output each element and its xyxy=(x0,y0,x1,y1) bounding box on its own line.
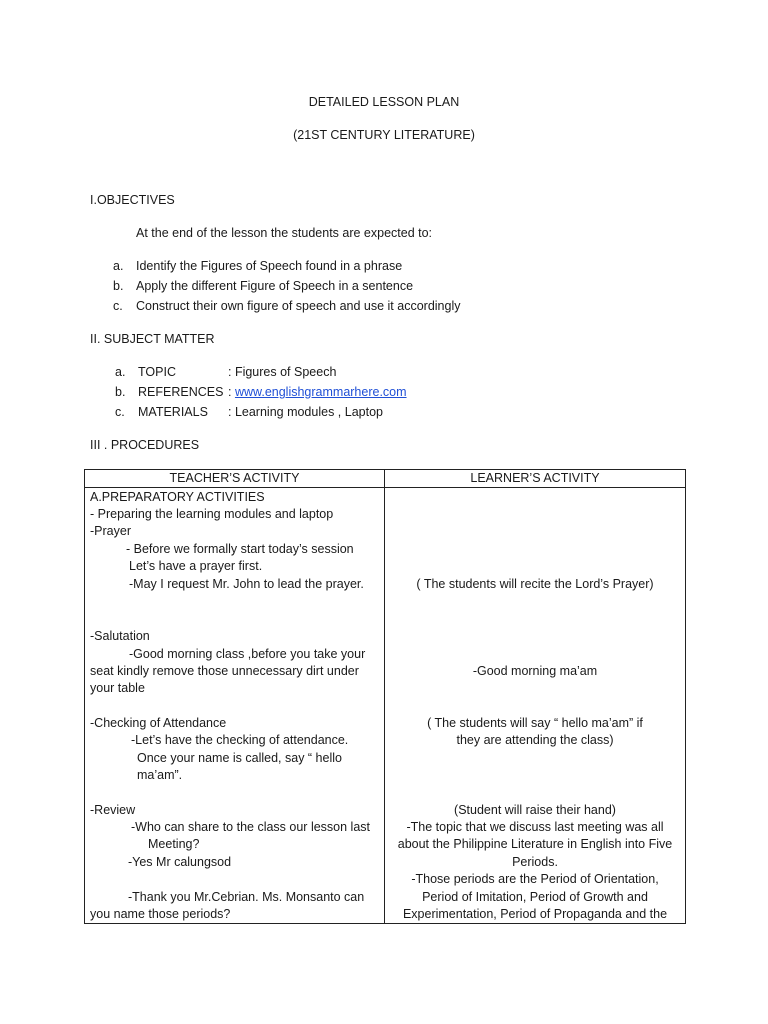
materials-label: MATERIALS xyxy=(138,405,208,419)
references-label: REFERENCES xyxy=(138,385,224,399)
learner-line: -Those periods are the Period of Orientation, xyxy=(411,872,659,886)
list-marker: b. xyxy=(113,279,124,293)
list-marker: b. xyxy=(115,385,126,399)
learner-line: ( The students will recite the Lord’s Prayer) xyxy=(416,577,654,591)
teacher-line: Once your name is called, say “ hello xyxy=(137,751,342,765)
teacher-line: -Prayer xyxy=(90,524,131,538)
learner-line: they are attending the class) xyxy=(456,733,614,747)
objective-text: Identify the Figures of Speech found in a phrase xyxy=(136,259,403,273)
topic-label: TOPIC xyxy=(138,365,176,379)
document-subtitle: (21ST CENTURY LITERATURE) xyxy=(293,128,475,142)
teacher-line: Meeting? xyxy=(148,837,200,851)
learner-line: Period of Imitation, Period of Growth and xyxy=(422,890,648,904)
list-marker: a. xyxy=(113,259,124,273)
teacher-line: -Checking of Attendance xyxy=(90,716,227,730)
learner-line: -Good morning ma’am xyxy=(472,664,598,678)
learner-line: (Student will raise their hand) xyxy=(454,803,616,817)
list-marker: c. xyxy=(115,405,125,419)
procedures-table xyxy=(84,469,686,924)
teacher-activity-header: TEACHER’S ACTIVITY xyxy=(85,470,385,488)
learner-line: ( The students will say “ hello ma’am” if xyxy=(427,716,643,730)
teacher-line: -May I request Mr. John to lead the prayer. xyxy=(129,577,364,591)
teacher-line: A.PREPARATORY ACTIVITIES xyxy=(90,490,265,504)
teacher-line: you name those periods? xyxy=(90,907,231,921)
list-marker: a. xyxy=(115,365,126,379)
objectives-intro: At the end of the lesson the students are expected to: xyxy=(136,226,433,240)
learner-line: about the Philippine Literature in English into Five xyxy=(397,837,673,851)
teacher-line: - Before we formally start today’s session xyxy=(126,542,354,556)
teacher-line: -Good morning class ,before you take your xyxy=(129,647,366,661)
materials-value: : Learning modules , Laptop xyxy=(228,405,383,419)
learner-line: Periods. xyxy=(512,855,558,869)
teacher-line: your table xyxy=(90,681,145,695)
procedures-heading: III . PROCEDURES xyxy=(90,438,200,452)
topic-value: : Figures of Speech xyxy=(228,365,337,379)
subject-matter-heading: II. SUBJECT MATTER xyxy=(90,332,215,346)
teacher-line: seat kindly remove those unnecessary dirt under xyxy=(90,664,359,678)
document-title: DETAILED LESSON PLAN xyxy=(308,95,460,109)
objective-text: Apply the different Figure of Speech in a sentence xyxy=(136,279,414,293)
teacher-line: -Thank you Mr.Cebrian. Ms. Monsanto can xyxy=(128,890,365,904)
table-header-row xyxy=(85,470,686,488)
references-prefix: : xyxy=(228,385,235,399)
references-value xyxy=(228,384,407,400)
teacher-activity-cell xyxy=(85,488,385,924)
table-row xyxy=(85,488,686,924)
objective-text: Construct their own figure of speech and use it accordingly xyxy=(136,299,461,313)
teacher-line: -Let’s have the checking of attendance. xyxy=(131,733,349,747)
teacher-line: Let’s have a prayer first. xyxy=(129,559,263,573)
teacher-line: -Who can share to the class our lesson last xyxy=(131,820,371,834)
learner-activity-header: LEARNER’S ACTIVITY xyxy=(385,470,686,488)
teacher-line: ma’am”. xyxy=(137,768,183,782)
learner-activity-cell xyxy=(385,488,686,924)
learner-line: -The topic that we discuss last meeting was all xyxy=(406,820,664,834)
references-link[interactable]: www.englishgrammarhere.com xyxy=(234,385,407,399)
teacher-line: -Salutation xyxy=(90,629,150,643)
teacher-line: -Yes Mr calungsod xyxy=(128,855,232,869)
teacher-line: -Review xyxy=(90,803,136,817)
teacher-line: - Preparing the learning modules and laptop xyxy=(90,507,334,521)
learner-line: Experimentation, Period of Propaganda and the xyxy=(402,907,668,921)
list-marker: c. xyxy=(113,299,123,313)
objectives-heading: I.OBJECTIVES xyxy=(90,193,175,207)
